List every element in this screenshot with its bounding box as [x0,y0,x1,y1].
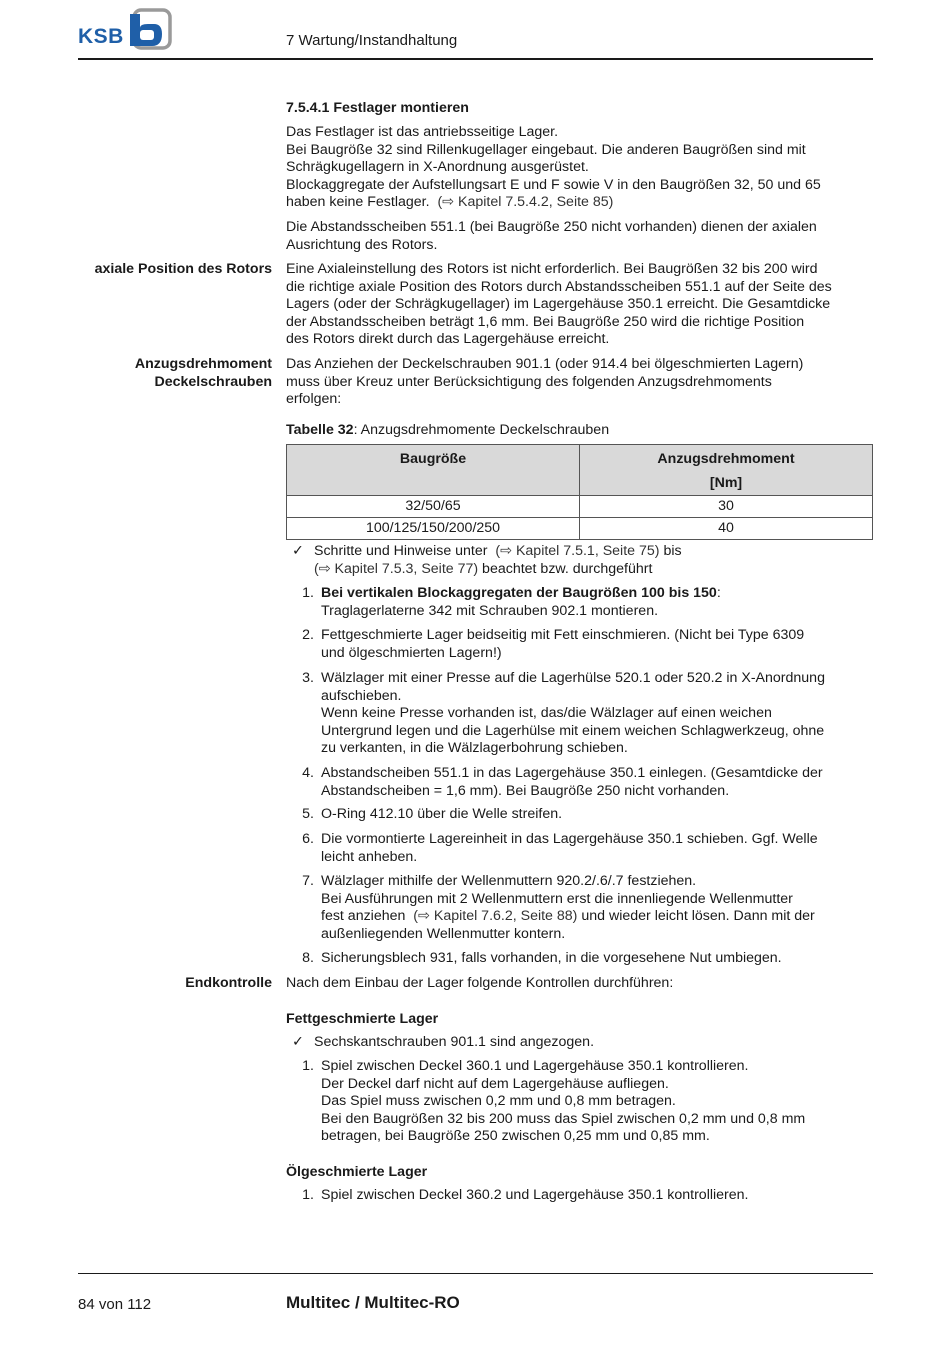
torque-table [286,444,873,540]
xref-link[interactable]: (⇨ Kapitel 7.5.1, Seite 75) [495,543,660,559]
step-2: Fettgeschmierte Lager beidseitig mit Fett einschmieren. (Nicht bei Type 6309 und ölgeschmierten Lagern!) [321,627,805,661]
xref-link[interactable]: (⇨ Kapitel 7.6.2, Seite 88) [413,908,578,925]
grease-step: Spiel zwischen Deckel 360.1 und Lagergehäuse 350.1 kontrollieren. Der Deckel darf nicht auf dem Lagergehäuse aufliegen. Das Spiel muss zwischen 0,2 mm und 0,8 mm betragen. Bei den Baugrößen 32 bis 200 muss das Spiel zwischen 0,2 mm und 0,8 mm betragen, bei Baugröße 250 zwischen 0,25 mm und 0,85 mm. [321,1058,806,1145]
axial-line: der Abstandsscheiben beträgt 1,6 mm. Bei Baugröße 250 wird die richtige Position [286,313,805,330]
xref-link[interactable]: (⇨ Kapitel 7.5.3, Seite 77) [314,560,479,577]
table-row [287,518,873,540]
step-number: 1. [302,1058,314,1074]
step-4: Abstandscheiben 551.1 in das Lagergehäuse 350.1 einlegen. (Gesamtdicke der Abstandscheiben = 1,6 mm). Bei Baugröße 250 nicht vorhanden. [321,765,823,799]
step-number: 4. [302,765,314,781]
intro-paragraph [286,124,874,212]
spacer-line: Ausrichtung des Rotors. [286,236,438,253]
intro-line: Bei Baugröße 32 sind Rillenkugellager eingebaut. Die anderen Baugrößen sind mit [286,141,806,158]
step-number: 6. [302,831,314,847]
step-number: 8. [302,950,314,966]
chapter-title: 7 Wartung/Instandhaltung [286,32,458,49]
intro-line: haben keine Festlager. (⇨ Kapitel 7.5.4.2, Seite 85) [286,194,614,211]
table-cell: 30 [580,496,873,518]
step-6: Die vormontierte Lagereinheit in das Lagergehäuse 350.1 schieben. Ggf. Welle leicht anheben. [321,831,818,865]
step-number: 1. [302,1187,314,1203]
section-title: 7.5.4.1 Festlager montieren [286,100,469,116]
spacer-paragraph [286,219,874,254]
intro-line: Schrägkugellagern in X-Anordnung ausgerüstet. [286,159,589,176]
intro-line: Das Festlager ist das antriebsseitige Lager. [286,124,559,140]
intro-line: Blockaggregate der Aufstellungsart E und F sowie V in den Baugrößen 32, 50 und 65 [286,176,821,193]
step-number: 7. [302,873,314,889]
step-number: 2. [302,627,314,643]
product-name: Multitec / Multitec-RO [286,1293,460,1312]
step-1: Bei vertikalen Blockaggregaten der Baugrößen 100 bis 150: Traglagerlaterne 342 mit Schrauben 902.1 montieren. [321,585,721,619]
ksb-logo-mark-icon [128,8,174,52]
table-header-torque: Anzugsdrehmoment [Nm] [580,445,873,496]
axial-line: des Rotors direkt durch das Lagergehäuse erreicht. [286,331,610,348]
table-cell: 100/125/150/200/250 [287,518,580,540]
axial-line: die richtige axiale Position des Rotors durch Abstandsscheiben 551.1 auf der Seite des [286,278,832,295]
table-header-size: Baugröße [287,445,580,496]
axial-line: Eine Axialeinstellung des Rotors ist nicht erforderlich. Bei Baugrößen 32 bis 200 wird [286,261,818,277]
oil-subheading: Ölgeschmierte Lager [286,1164,428,1180]
table-cell: 40 [580,518,873,540]
page-header [78,0,873,60]
oil-step: Spiel zwischen Deckel 360.2 und Lagergehäuse 350.1 kontrollieren. [321,1187,749,1203]
step-number: 5. [302,806,314,822]
step-number: 1. [302,585,314,601]
grease-subheading: Fettgeschmierte Lager [286,1011,439,1027]
table-cell: 32/50/65 [287,496,580,518]
side-label-torque: Anzugsdrehmoment Deckelschrauben [134,356,272,390]
logo-text: KSB [78,25,124,48]
step-3: Wälzlager mit einer Presse auf die Lagerhülse 520.1 oder 520.2 in X-Anordnung aufschieben. Wenn keine Presse vorhanden ist, das/die Wälzlager auf einen weichen Untergrund legen und die Lagerhülse mit einem weichen Schlagwerkzeug, ohne zu verkanten, in die Wälzlagerbohrung schieben. [321,670,825,757]
precondition: Schritte und Hinweise unter (⇨ Kapitel 7.5.1, Seite 75) bis (⇨ Kapitel 7.5.3, Seite 77) beachtet bzw. durchgeführt [314,543,682,577]
step-number: 3. [302,670,314,686]
torque-line: Das Anziehen der Deckelschrauben 901.1 (oder 914.4 bei ölgeschmierten Lagern) [286,356,804,372]
checkmark-icon: ✓ [292,543,304,559]
torque-line: muss über Kreuz unter Berücksichtigung des folgenden Anzugsdrehmoments [286,373,772,390]
step-7: Wälzlager mithilfe der Wellenmuttern 920.2/.6/.7 festziehen. Bei Ausführungen mit 2 Wellenmuttern erst die innenliegende Wellenmutter fest anziehen (⇨ Kapitel 7.6.2, Seite 88) und wieder leicht lösen. Dann mit der außenliegenden Wellenmutter kontern. [321,873,815,942]
page-number: 84 von 112 [78,1296,152,1313]
table-row [287,496,873,518]
axial-line: Lagers (oder der Schrägkugellager) im Lagergehäuse 350.1 erreicht. Die Gesamtdicke [286,296,831,313]
page-footer [78,1273,873,1323]
torque-paragraph [286,356,874,409]
side-label-endcheck: Endkontrolle [185,975,272,991]
step-8: Sicherungsblech 931, falls vorhanden, in die vorgesehene Nut umbiegen. [321,950,782,966]
axial-paragraph [286,261,874,349]
grease-check: Sechskantschrauben 901.1 sind angezogen. [314,1034,595,1050]
ksb-logo [78,8,178,52]
xref-link[interactable]: (⇨ Kapitel 7.5.4.2, Seite 85) [437,194,614,211]
checkmark-icon: ✓ [292,1034,304,1050]
step-5: O-Ring 412.10 über die Welle streifen. [321,806,563,822]
side-label-axial: axiale Position des Rotors [94,261,272,277]
endcheck-intro: Nach dem Einbau der Lager folgende Kontrollen durchführen: [286,975,674,991]
spacer-line: Die Abstandsscheiben 551.1 (bei Baugröße 250 nicht vorhanden) dienen der axialen [286,219,817,235]
torque-line: erfolgen: [286,391,342,408]
table-caption: Tabelle 32: Anzugsdrehmomente Deckelschrauben [286,422,610,438]
